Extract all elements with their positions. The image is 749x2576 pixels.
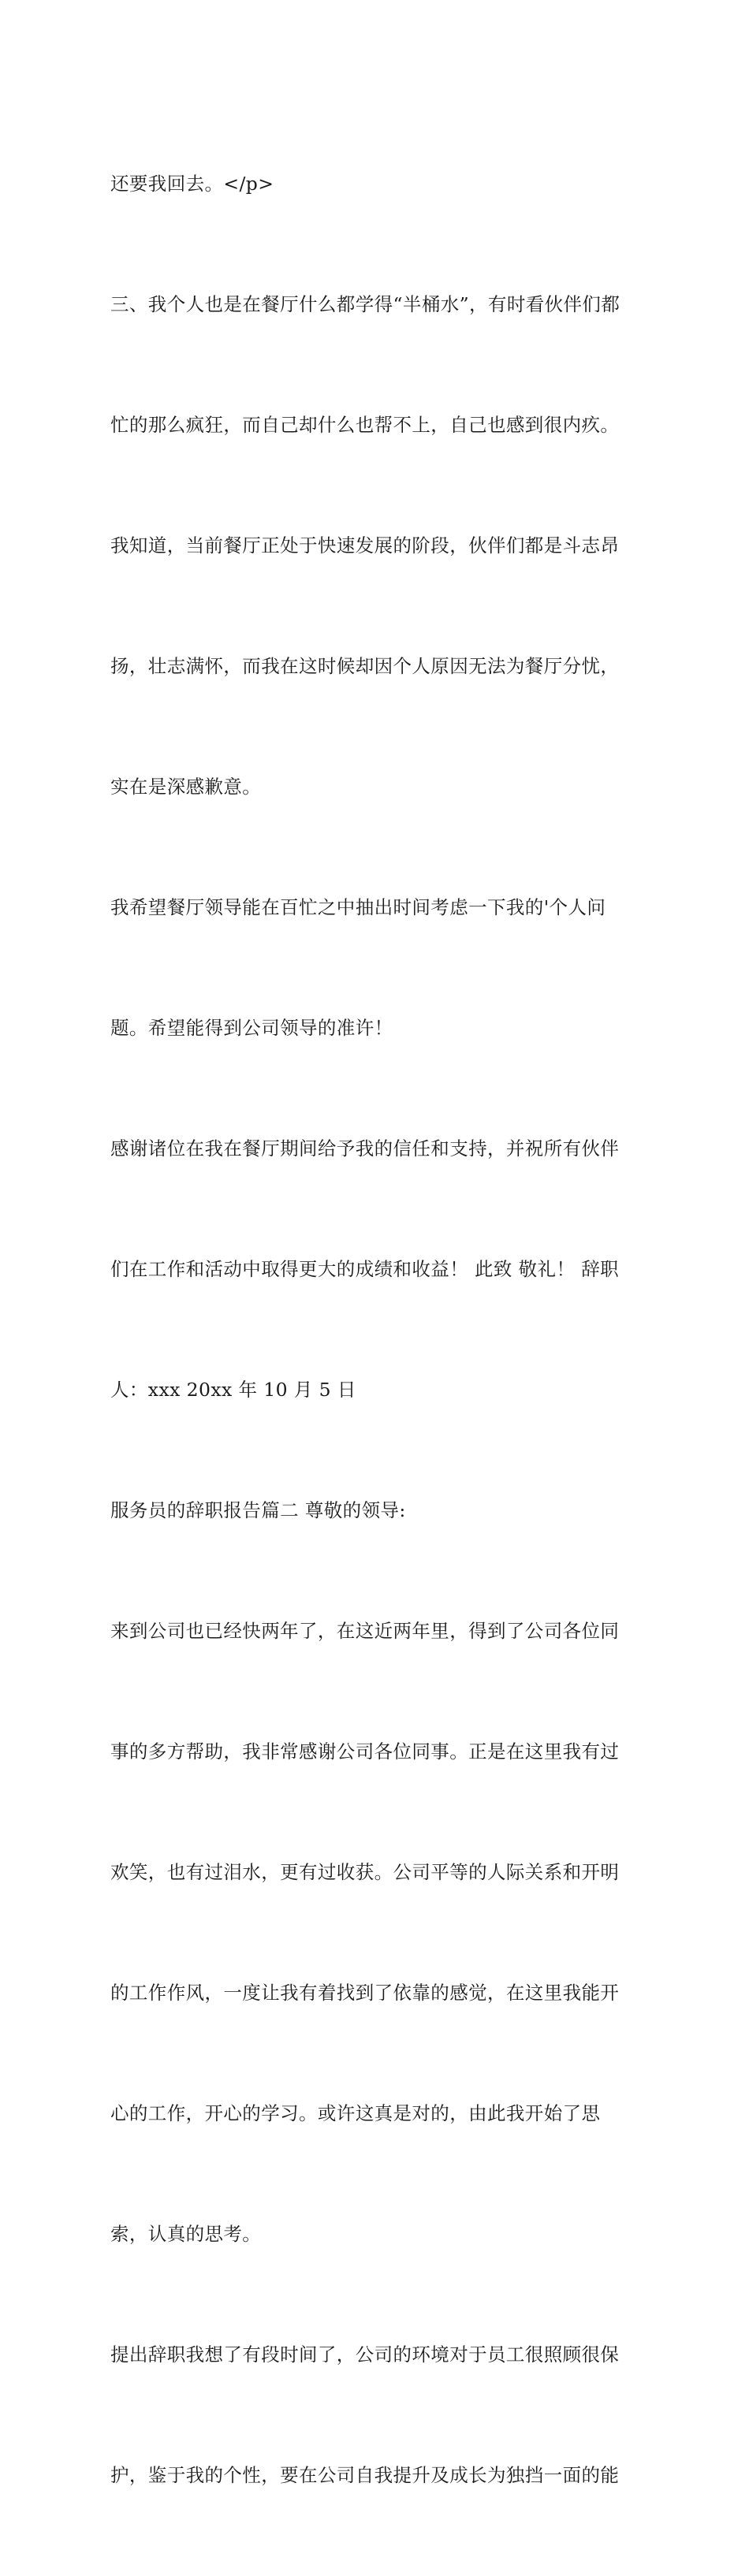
text-line: 提出辞职我想了有段时间了，公司的环境对于员工很照顾很保 xyxy=(110,2343,620,2366)
text-line: 我希望餐厅领导能在百忙之中抽出时间考虑一下我的'个人问 xyxy=(110,896,606,918)
text-line: 我知道，当前餐厅正处于快速发展的阶段，伙伴们都是斗志昂 xyxy=(110,534,620,557)
text-line: 扬，壮志满怀，而我在这时候却因个人原因无法为餐厅分忧， xyxy=(110,655,620,677)
text-line: 护，鉴于我的个性，要在公司自我提升及成长为独挡一面的能 xyxy=(110,2464,620,2486)
section-heading: 服务员的辞职报告篇二 尊敬的领导: xyxy=(110,1499,406,1521)
text-line: 感谢诸位在我在餐厅期间给予我的信任和支持，并祝所有伙伴 xyxy=(110,1137,620,1160)
text-line: 实在是深感歉意。 xyxy=(110,776,262,798)
text-line: 的工作作风，一度让我有着找到了依靠的感觉，在这里我能开 xyxy=(110,1982,620,2004)
text-line: 三、我个人也是在餐厅什么都学得“半桶水”，有时看伙伴们都 xyxy=(110,293,620,315)
text-line: 来到公司也已经快两年了，在这近两年里，得到了公司各位同 xyxy=(110,1620,620,1642)
signature-line: 人：xxx 20xx 年 10 月 5 日 xyxy=(110,1379,356,1401)
text-line: 欢笑，也有过泪水，更有过收获。公司平等的人际关系和开明 xyxy=(110,1861,620,1883)
text-block xyxy=(110,84,640,2576)
text-line: 忙的那么疯狂，而自己却什么也帮不上，自己也感到很内疚。 xyxy=(110,414,620,436)
document-body xyxy=(110,84,640,2576)
text-line: 事的多方帮助，我非常感谢公司各位同事。正是在这里我有过 xyxy=(110,1740,620,1763)
text-line: 题。希望能得到公司领导的准许！ xyxy=(110,1017,393,1039)
text-line: 索，认真的思考。 xyxy=(110,2223,262,2245)
text-line: 们在工作和活动中取得更大的成绩和收益！ 此致 敬礼！ 辞职 xyxy=(110,1258,620,1280)
text-line: 还要我回去。</p> xyxy=(110,173,274,195)
text-line: 心的工作，开心的学习。或许这真是对的，由此我开始了思 xyxy=(110,2102,601,2124)
